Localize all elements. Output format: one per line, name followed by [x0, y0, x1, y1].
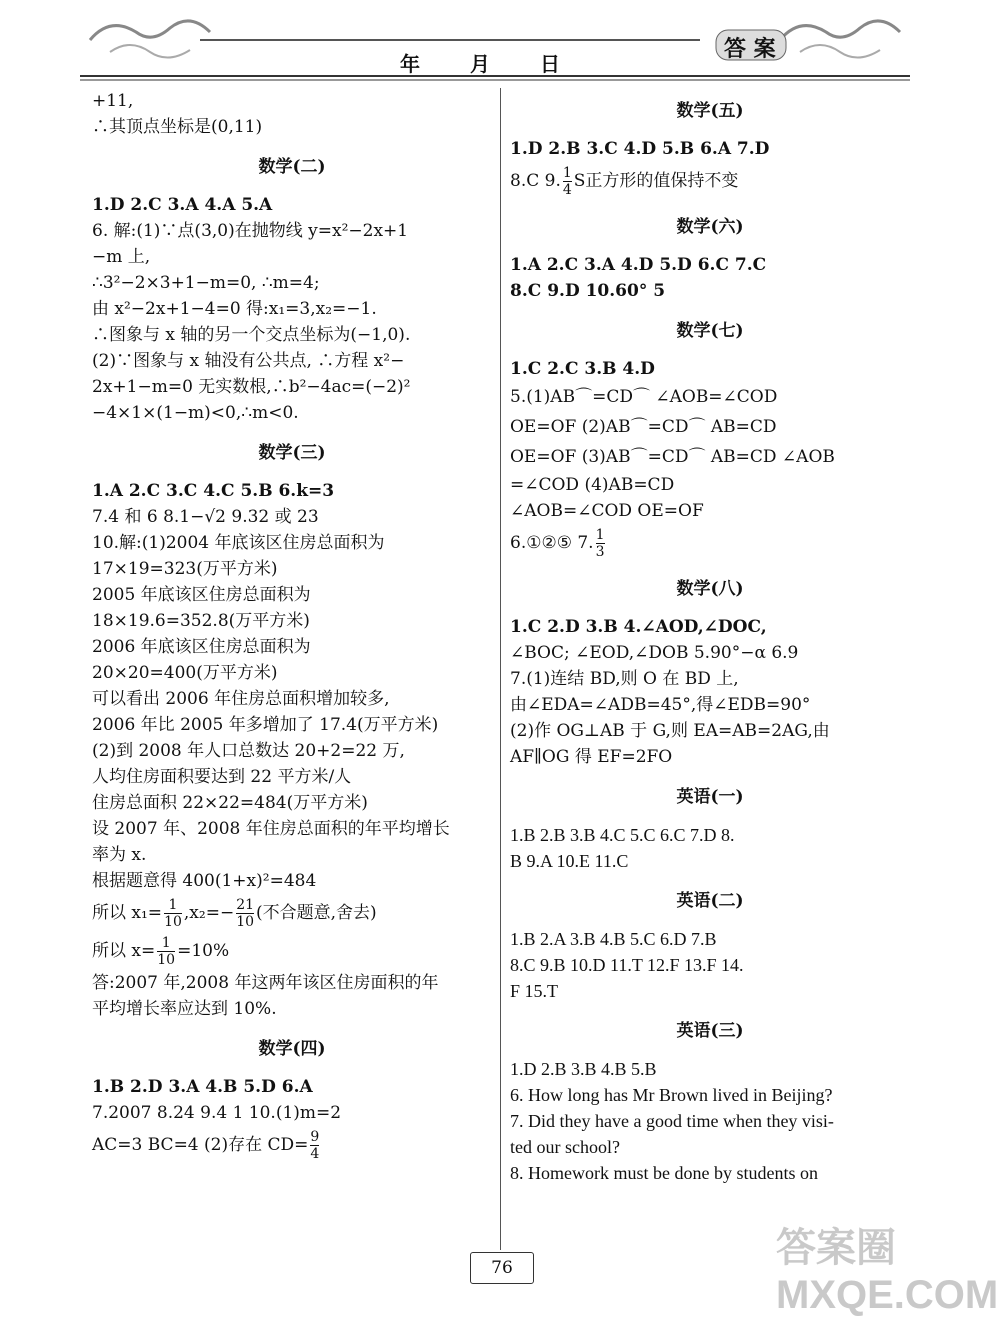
text-line: OE=OF (3)AB⌒=CD⌒ AB=CD ∠AOB: [510, 447, 835, 467]
text-line: (2)作 OG⊥AB 于 G,则 EA=AB=2AG,由: [510, 721, 830, 741]
text-line: 2005 年底该区住房总面积为: [92, 585, 311, 605]
text-line: 6. How long has Mr Brown lived in Beijing?: [510, 1085, 833, 1105]
text-line: F 15.T: [510, 981, 559, 1001]
text-line: −m 上,: [92, 247, 151, 267]
text-line: ∴图象与 x 轴的另一个交点坐标为(−1,0).: [92, 325, 411, 345]
text-line: 1.A 2.C 3.C 4.C 5.B 6.k=3: [92, 481, 335, 501]
right-column: [510, 88, 910, 1186]
text-line: 率为 x.: [92, 845, 147, 865]
text-line: 2006 年比 2005 年多增加了 17.4(万平方米): [92, 715, 439, 735]
text-line: (2)到 2008 年人口总数达 20+2=22 万,: [92, 741, 405, 761]
section-title-math-4: 数学(四): [258, 1039, 326, 1059]
section-title-english-2: 英语(二): [676, 891, 744, 911]
text-line: 1.D 2.C 3.A 4.A 5.A: [92, 195, 273, 215]
text-line: ted our school?: [510, 1137, 620, 1157]
text-line: 根据题意得 400(1+x)²=484: [92, 871, 317, 891]
text-line: 10.解:(1)2004 年底该区住房总面积为: [92, 533, 385, 553]
text-line: 设 2007 年、2008 年住房总面积的年平均增长: [92, 819, 450, 839]
fraction-line: 所以 x= $\frac{1}{10}$ =10%: [92, 935, 230, 968]
text-line: 5.(1)AB⌒=CD⌒ ∠AOB=∠COD: [510, 387, 778, 407]
text-line: 7.(1)连结 BD,则 O 在 BD 上,: [510, 669, 739, 689]
text-line: 答:2007 年,2008 年这两年该区住房面积的年: [92, 973, 439, 993]
column-divider: [500, 88, 501, 1250]
section-title-english-3: 英语(三): [676, 1021, 744, 1041]
date-line: 年 月 日: [400, 52, 564, 76]
text-line: 1.B 2.A 3.B 4.B 5.C 6.D 7.B: [510, 929, 717, 949]
text-line: 18×19.6=352.8(万平方米): [92, 611, 310, 631]
left-column: [92, 88, 492, 1164]
section-title-math-5: 数学(五): [676, 101, 744, 121]
text-line: 平均增长率应达到 10%.: [92, 999, 277, 1019]
section-title-math-7: 数学(七): [676, 321, 744, 341]
section-title-math-8: 数学(八): [676, 579, 744, 599]
text-line: (2)∵图象与 x 轴没有公共点, ∴方程 x²−: [92, 351, 405, 371]
text-line: −4×1×(1−m)<0,∴m<0.: [92, 403, 299, 423]
text-line: 1.B 2.B 3.B 4.C 5.C 6.C 7.D 8.: [510, 825, 735, 845]
fraction-line: 8.C 9. $\frac{1}{4}$ S正方形的值保持不变: [510, 165, 739, 198]
text-line: 1.C 2.D 3.B 4.∠AOD,∠DOC,: [510, 617, 767, 637]
text-line: =∠COD (4)AB=CD: [510, 475, 675, 495]
fraction-line: 6.①②⑤ 7. $\frac{1}{3}$: [510, 527, 605, 560]
text-line: 1.D 2.B 3.C 4.D 5.B 6.A 7.D: [510, 139, 770, 159]
fraction-line: AC=3 BC=4 (2)存在 CD= $\frac{9}{4}$: [92, 1129, 320, 1162]
text-line: 7. Did they have a good time when they visi-: [510, 1111, 834, 1131]
text-line: 17×19=323(万平方米): [92, 559, 278, 579]
text-line: 7.2007 8.24 9.4 1 10.(1)m=2: [92, 1103, 342, 1123]
text-line: 1.A 2.C 3.A 4.D 5.D 6.C 7.C: [510, 255, 767, 275]
text-line: 住房总面积 22×22=484(万平方米): [92, 793, 368, 813]
fraction-line: 所以 x₁= $\frac{1}{10}$ ,x₂=− $\frac{21}{10}$ (不合题意,舍去): [92, 897, 377, 930]
watermark: 答案圈 MXQE.COM: [776, 1226, 999, 1317]
text-line: 20×20=400(万平方米): [92, 663, 278, 683]
page-header: [0, 0, 1000, 96]
text-line: 由 x²−2x+1−4=0 得:x₁=3,x₂=−1.: [92, 299, 377, 319]
section-title-english-1: 英语(一): [676, 787, 744, 807]
text-line: ∠BOC; ∠EOD,∠DOB 5.90°−α 6.9: [510, 643, 799, 663]
answer-badge: 答 案: [724, 36, 776, 62]
text-line: 1.D 2.B 3.B 4.B 5.B: [510, 1059, 657, 1079]
section-title-math-6: 数学(六): [676, 217, 744, 237]
text-line: 1.B 2.D 3.A 4.B 5.D 6.A: [92, 1077, 313, 1097]
text-line: 1.C 2.C 3.B 4.D: [510, 359, 655, 379]
text-line: 8.C 9.D 10.60° 5: [510, 281, 666, 301]
text-line: 可以看出 2006 年住房总面积增加较多,: [92, 689, 390, 709]
text-line: 8. Homework must be done by students on: [510, 1163, 818, 1183]
text-line: 2x+1−m=0 无实数根,∴b²−4ac=(−2)²: [92, 377, 411, 397]
text-line: 2006 年底该区住房总面积为: [92, 637, 311, 657]
text-line: 6. 解:(1)∵点(3,0)在抛物线 y=x²−2x+1: [92, 221, 409, 241]
text-line: 8.C 9.B 10.D 11.T 12.F 13.F 14.: [510, 955, 744, 975]
page-number: 76: [470, 1252, 534, 1284]
text-line: 人均住房面积要达到 22 平方米/人: [92, 767, 352, 787]
text-line: ∴其顶点坐标是(0,11): [92, 117, 263, 137]
text-line: OE=OF (2)AB⌒=CD⌒ AB=CD: [510, 417, 777, 437]
section-title-math-3: 数学(三): [258, 443, 326, 463]
text-line: +11,: [92, 91, 134, 111]
text-line: 由∠EDA=∠ADB=45°,得∠EDB=90°: [510, 695, 811, 715]
text-line: ∠AOB=∠COD OE=OF: [510, 501, 704, 521]
text-line: AF∥OG 得 EF=2FO: [510, 747, 673, 767]
text-line: ∴3²−2×3+1−m=0, ∴m=4;: [92, 273, 320, 293]
text-line: B 9.A 10.E 11.C: [510, 851, 629, 871]
section-title-math-2: 数学(二): [258, 157, 326, 177]
text-line: 7.4 和 6 8.1−√2 9.32 或 23: [92, 507, 319, 527]
